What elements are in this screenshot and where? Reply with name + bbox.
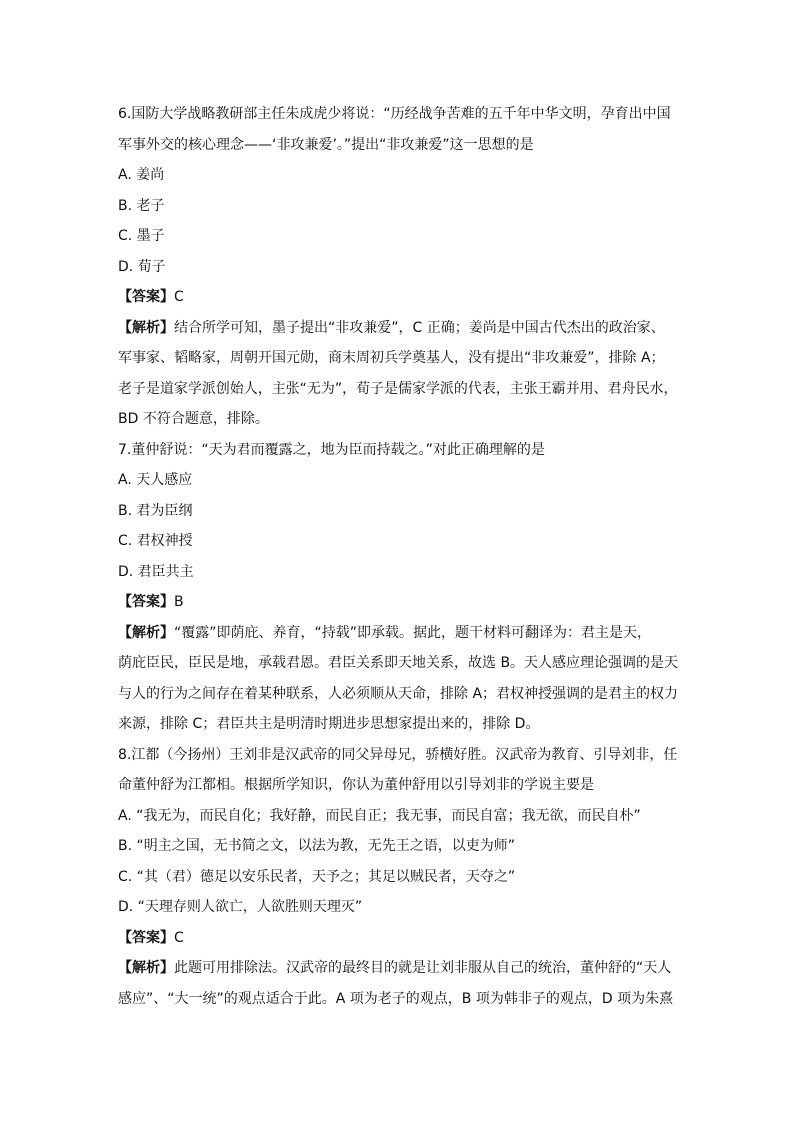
option-c: C. 墨子 — [118, 228, 165, 244]
option-a: A. “我无为，而民自化；我好静，而民自正；我无事，而民自富；我无欲，而民自朴” — [118, 807, 641, 824]
analysis-tag: 【解析】 — [118, 319, 174, 336]
analysis-line: 感应”、“大一统”的观点适合于此。A 项为老子的观点，B 项为韩非子的观点，D 项为朱熹 — [118, 990, 674, 1007]
analysis-line: BD 不符合题意，排除。 — [118, 411, 269, 427]
answer-value: C — [174, 929, 184, 946]
option-d: D. 君臣共主 — [118, 563, 194, 580]
analysis-line: 军事家、韬略家，周朝开国元勋，商末周初兵学奠基人，没有提出“非攻兼爱”，排除 A； — [118, 350, 665, 366]
option-a: A. 姜尚 — [118, 167, 165, 183]
question-8 — [118, 740, 678, 1015]
analysis-text: 结合所学可知，墨子提出“非攻兼爱”，C 正确；姜尚是中国古代杰出的政治家、 — [174, 319, 665, 336]
analysis-line: 与人的行为之间存在着某种联系，人必须顺从天命，排除 A；君权神授强调的是君主的权力 — [118, 685, 679, 702]
question-6 — [118, 99, 678, 435]
analysis-line: 来源，排除 C；君臣共主是明清时期进步思想家提出来的，排除 D。 — [118, 716, 540, 732]
answer-tag: 【答案】 — [118, 594, 174, 610]
answer-tag: 【答案】 — [118, 289, 174, 305]
answer-value: B — [174, 594, 184, 610]
option-b: B. “明主之国，无书简之文，以法为教，无先王之语，以吏为师” — [118, 838, 516, 854]
answer-line — [118, 923, 678, 954]
option-d: D. 荀子 — [118, 258, 166, 275]
question-stem-line: 6.国防大学战略教研部主任朱成虎少将说：“历经战争苦难的五千年中华文明，孕育出中国 — [118, 106, 671, 122]
analysis-text: “覆露”即荫庇、养育，“持载”即承载。据此，题干材料可翻译为：君主是天， — [174, 624, 652, 641]
answer-line — [118, 282, 678, 313]
document-content — [118, 99, 678, 1014]
analysis-line: 老子是道家学派创始人，主张“无为”，荀子是儒家学派的代表，主张王霸并用、君舟民水， — [118, 380, 678, 397]
analysis-text: 此题可用排除法。汉武帝的最终目的就是让刘非服从自己的统治，董仲舒的“天人 — [174, 960, 672, 976]
option-d: D. “天理存则人欲亡，人欲胜则天理灭” — [118, 899, 363, 915]
answer-line — [118, 587, 678, 618]
analysis-line — [118, 618, 678, 649]
analysis-line — [118, 313, 678, 344]
option-a: A. 天人感应 — [118, 472, 193, 488]
option-c: C. “其（君）德足以安乐民者，天予之；其足以贼民者，天夺之” — [118, 868, 516, 885]
analysis-line: 荫庇臣民，臣民是地，承载君恩。君臣关系即天地关系，故选 B。天人感应理论强调的是天 — [118, 655, 679, 671]
answer-tag: 【答案】 — [118, 929, 174, 946]
question-stem-line: 8.江都（今扬州）王刘非是汉武帝的同父异母兄，骄横好胜。汉武帝为教育、引导刘非，任 — [118, 746, 678, 763]
option-b: B. 老子 — [118, 197, 165, 214]
question-stem-line: 军事外交的核心理念——‘非攻兼爱’。”提出“非攻兼爱”这一思想的是 — [118, 136, 534, 153]
question-7 — [118, 435, 678, 740]
analysis-tag: 【解析】 — [118, 624, 174, 641]
question-stem-line: 7.董仲舒说：“天为君而覆露之，地为臣而持载之。”对此正确理解的是 — [118, 441, 545, 458]
analysis-tag: 【解析】 — [118, 960, 174, 976]
option-b: B. 君为臣纲 — [118, 502, 193, 519]
option-c: C. 君权神授 — [118, 533, 193, 549]
answer-value: C — [174, 289, 184, 305]
analysis-line — [118, 953, 678, 984]
question-stem-line: 命董仲舒为江都相。根据所学知识，你认为董仲舒用以引导刘非的学说主要是 — [118, 777, 594, 793]
